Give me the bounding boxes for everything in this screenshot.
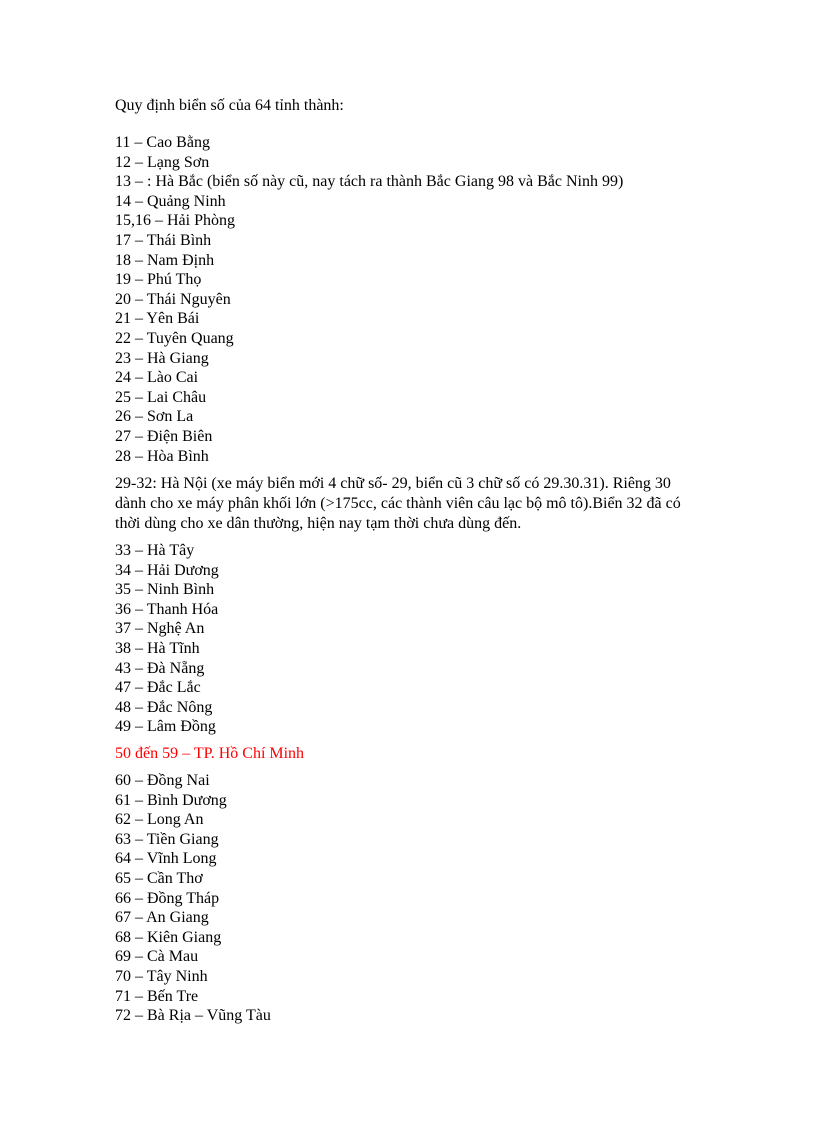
plate-list-north	[115, 133, 705, 466]
plate-list-item: 66 – Đồng Tháp	[115, 889, 220, 907]
plate-list-item: 64 – Vĩnh Long	[115, 850, 217, 868]
plate-list-item: 37 – Nghệ An	[115, 620, 205, 638]
plate-list-item: 61 – Bình Dương	[115, 791, 227, 809]
plate-list-south	[115, 771, 705, 1026]
plate-list-item: 24 – Lào Cai	[115, 369, 199, 387]
plate-list-item: 63 – Tiền Giang	[115, 830, 219, 848]
plate-list-item: 21 – Yên Bái	[115, 310, 200, 328]
plate-list-item: 34 – Hải Dương	[115, 561, 219, 579]
plate-list-item: 35 – Ninh Bình	[115, 581, 215, 599]
plate-list-item: 48 – Đắc Nông	[115, 698, 213, 716]
plate-list-item: 72 – Bà Rịa – Vũng Tàu	[115, 1007, 271, 1025]
document-heading: Quy định biển số của 64 tỉnh thành:	[115, 97, 344, 114]
plate-list-item: 11 – Cao Bằng	[115, 134, 210, 151]
hcm-plate-line: 50 đến 59 – TP. Hồ Chí Minh	[115, 745, 305, 763]
plate-list-item: 47 – Đắc Lắc	[115, 679, 201, 697]
plate-list-item: 20 – Thái Nguyên	[115, 290, 231, 308]
plate-list-item: 17 – Thái Bình	[115, 231, 212, 249]
plate-list-item: 43 – Đà Nẵng	[115, 659, 205, 677]
plate-list-item: 26 – Sơn La	[115, 408, 194, 426]
document-page	[115, 96, 705, 1026]
plate-list-item: 27 – Điện Biên	[115, 427, 213, 445]
plate-list-item: 70 – Tây Ninh	[115, 967, 208, 985]
plate-list-central	[115, 541, 705, 737]
plate-list-item: 22 – Tuyên Quang	[115, 329, 234, 347]
plate-list-item: 13 – : Hà Bắc (biển số này cũ, nay tách ra thành Bắc Giang 98 và Bắc Ninh 99)	[115, 173, 624, 191]
plate-list-item: 33 – Hà Tây	[115, 542, 195, 560]
plate-list-item: 49 – Lâm Đồng	[115, 718, 216, 736]
hanoi-paragraph: 29-32: Hà Nội (xe máy biển mới 4 chữ số- 29, biển cũ 3 chữ số có 29.30.31). Riêng 30 dành cho xe máy phân khối lớn (>175cc, các thành viên câu lạc bộ mô tô).Biển 32 đã có thời dùng cho xe dân thường, hiện nay tạm thời chưa dùng đến.	[115, 475, 681, 533]
plate-list-item: 62 – Long An	[115, 811, 204, 829]
plate-list-item: 25 – Lai Châu	[115, 388, 207, 406]
plate-list-item: 65 – Cần Thơ	[115, 870, 203, 887]
plate-list-item: 23 – Hà Giang	[115, 349, 209, 367]
plate-list-item: 15,16 – Hải Phòng	[115, 212, 235, 230]
plate-list-item: 18 – Nam Định	[115, 251, 215, 269]
plate-list-item: 71 – Bến Tre	[115, 987, 199, 1005]
plate-list-item: 67 – An Giang	[115, 909, 209, 927]
plate-list-item: 69 – Cà Mau	[115, 948, 199, 966]
plate-list-item: 14 – Quảng Ninh	[115, 192, 226, 210]
plate-list-item: 38 – Hà Tĩnh	[115, 640, 200, 658]
plate-list-item: 28 – Hòa Bình	[115, 447, 209, 465]
plate-list-item: 19 – Phú Thọ	[115, 271, 202, 289]
plate-list-item: 60 – Đồng Nai	[115, 772, 210, 790]
plate-list-item: 12 – Lạng Sơn	[115, 153, 210, 171]
plate-list-item: 68 – Kiên Giang	[115, 928, 222, 946]
plate-list-item: 36 – Thanh Hóa	[115, 600, 219, 618]
